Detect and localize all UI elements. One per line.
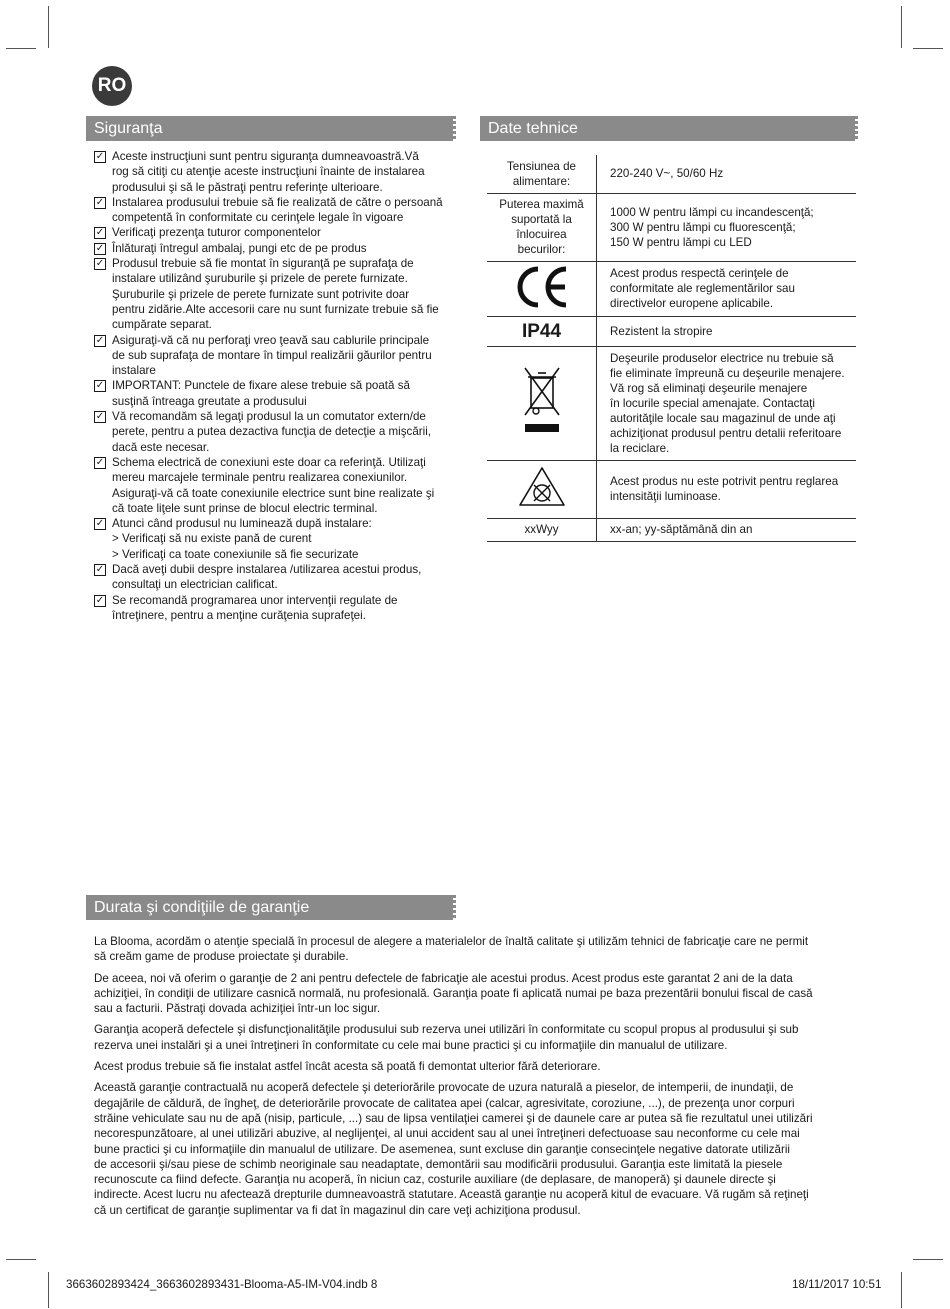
text-line: IP44 [521, 320, 562, 342]
checklist-item [94, 562, 466, 593]
text-line: alimentare: [512, 174, 571, 188]
text-line: Tensiunea de [507, 159, 576, 173]
language-badge: RO [92, 66, 132, 106]
checklist-item-text: susţină întreaga greutate a produsului [112, 394, 307, 408]
text-line: în locurile special amenajate. Contactaţi [610, 396, 815, 410]
text-line: Garanţia acoperă defectele şi disfuncţionalităţile produsului sub rezerva unei utilizări în conformitate cu scopul propus al produsului şi sub [94, 1023, 799, 1037]
tech-row [487, 261, 856, 316]
checklist-item-text: > Verificaţi ca toate conexiunile să fie securizate [112, 547, 359, 561]
technical-data-title: Date tehnice [480, 116, 856, 141]
text-line: conformitate ale reglementărilor sau [610, 282, 795, 295]
tech-row [487, 346, 856, 460]
not-dimmable-icon [517, 499, 567, 512]
tech-label [487, 518, 597, 541]
text-line: străine vehiculate sau nu de apă (nisip, particule, ...) sau de lipsa ventilaţiei camerei şi de daunele care ar putea să fie rezultatul unei utilizări [94, 1111, 813, 1125]
checklist-item-text: instalare utilizând şuruburile şi prizele de perete furnizate. [112, 272, 408, 286]
checklist-item-text: IMPORTANT: Punctele de fixare alese trebuie să poată să [112, 379, 410, 393]
checklist-item [94, 149, 466, 195]
checklist-item-text: Verificaţi prezenţa tuturor componentelor [112, 226, 321, 240]
checklist-item [94, 378, 466, 409]
text-line: să creăm game de produse proiectate şi durabile. [94, 950, 349, 964]
checkbox-checked-icon: ✓ [95, 380, 105, 392]
text-line: achiziţionat produsul pentru detalii referitoare [610, 426, 842, 440]
text-line: Deşeurile produselor electrice nu trebuie să [610, 351, 834, 365]
text-line: degajările de căldură, de îngheţ, de deteriorările provocate de calitatea apei (calcar, agresivitate, coroziune, ...), de prezenţa unor corpuri [94, 1096, 795, 1110]
text-line: xx-an; yy-săptămână din an [610, 523, 753, 536]
crop-mark [6, 1259, 36, 1260]
text-line: autorităţile locale sau magazinul de unde aţi [610, 411, 836, 425]
text-line: rezerva unei instalări şi a unei întreţineri în conformitate cu cele mai bune practici şi cu informaţiile din manualul de utilizare. [94, 1038, 728, 1052]
text-line: la reciclare. [610, 441, 670, 455]
checkbox-checked-icon: ✓ [95, 151, 105, 162]
warranty-paragraph [94, 934, 859, 965]
tech-label [487, 316, 597, 346]
tech-row [487, 193, 856, 261]
text-line: 300 W pentru lămpi cu fluorescenţă; [610, 220, 796, 234]
text-line: xxWyy [524, 523, 559, 536]
text-line: intensităţii luminoase. [610, 490, 721, 503]
crop-mark [48, 6, 49, 48]
checkbox-checked-icon: ✓ [95, 456, 105, 468]
checklist-item-text: Dacă aveţi dubii despre instalarea /utilizarea acestui produs, [112, 563, 422, 577]
checklist-item-text: perete, pentru a putea dezactiva funcţia de detecţie a mişcării, [112, 425, 432, 439]
warranty-paragraph [94, 1022, 859, 1053]
tech-value [597, 460, 857, 518]
crop-mark [901, 1272, 902, 1308]
footer-date-time: 18/11/2017 10:51 [792, 1278, 882, 1291]
checklist-item-text: Produsul trebuie să fie montat în siguranţă pe suprafaţa de [112, 257, 414, 271]
tech-value [597, 193, 857, 261]
checklist-item-text: Se recomandă programarea unor intervenţii regulate de [112, 593, 398, 607]
warranty-paragraph [94, 971, 859, 1017]
text-line: Acest produs trebuie să fie instalat astfel încât acesta să poată fi demontat ulterior fără deteriorare. [94, 1060, 601, 1074]
checklist-item [94, 225, 466, 240]
checklist-item-text: Înlăturaţi întregul ambalaj, pungi etc de pe produs [112, 241, 367, 255]
text-line: suportată la [511, 213, 572, 226]
text-line: achiziţiei, în condiţii de utilizare casnică normală, nu profesională. Garanţia poate fi aplicată numai pe baza prezentării bonului fiscal de casă [94, 986, 813, 1000]
warranty-paragraph [94, 1080, 859, 1218]
crop-mark [913, 1259, 943, 1260]
text-line: Acest produs nu este potrivit pentru reglarea [610, 475, 839, 488]
text-line: Rezistent la stropire [610, 324, 713, 338]
checkbox-checked-icon: ✓ [95, 196, 105, 208]
checkbox-checked-icon: ✓ [95, 594, 105, 606]
text-line: necorespunzătoare, al unei utilizări abuzive, al neglijenţei, al unui accident sau al unei întreţineri defectuoase sau neconforme cu cele mai [94, 1127, 800, 1141]
tech-row [487, 155, 856, 193]
text-line: recunoscute ca fiind defecte. Garanţia nu acoperă, în niciun caz, costurile auxiliare (de deplasare, de manoperă) şi daunele directe şi [94, 1173, 776, 1187]
checklist-item-text: că toate liţele sunt prinse de blocul electric terminal. [112, 501, 378, 515]
footer-file-name: 3663602893424_3663602893431-Blooma-A5-IM-V04.indb 8 [66, 1278, 378, 1291]
tech-row [487, 460, 856, 518]
text-line: 150 W pentru lămpi cu LED [610, 235, 752, 249]
checklist-item-text: Vă recomandăm să legaţi produsul la un comutator extern/de [112, 410, 426, 424]
text-line: 220-240 V~, 50/60 Hz [610, 167, 724, 181]
tech-label [487, 346, 597, 460]
tech-value [597, 261, 857, 316]
checklist-item-text: de sub suprafaţa de montare în timpul realizării găurilor pentru [112, 348, 432, 362]
warranty-text [94, 934, 859, 1224]
checklist-item-text: rog să citiţi cu atenţie aceste instrucţiuni înainte de instalarea [112, 165, 425, 179]
crop-mark [913, 48, 943, 49]
tech-value [597, 155, 857, 193]
checklist-item-text: Şuruburile şi prizele de perete furnizate sunt potrivite doar [112, 287, 410, 301]
checklist-item-text: Instalarea produsului trebuie să fie realizată de către o persoană [112, 195, 443, 209]
tech-label [487, 261, 597, 316]
tech-label [487, 155, 597, 193]
checklist-item-text: competentă în conformitate cu cerinţele legale în vigoare [112, 211, 404, 225]
checklist-item [94, 409, 466, 455]
text-line: 1000 W pentru lămpi cu incandescenţă; [610, 205, 814, 219]
checkbox-checked-icon: ✓ [95, 564, 105, 576]
ce-mark-icon [514, 299, 570, 312]
text-line: directivelor europene aplicabile. [610, 297, 774, 310]
checklist-item-text: > Verificaţi să nu existe pană de curent [112, 532, 312, 546]
checklist-item [94, 195, 466, 226]
text-line: indirecte. Acest lucru nu afectează drepturile dumneavoastră statutare. Această garanţie nu acoperă kitul de evacuare. Vă rugăm să reţineţi [94, 1188, 809, 1202]
tech-value [597, 316, 857, 346]
text-line: fie eliminate împreună cu deşeurile menajere. [610, 366, 845, 380]
crop-mark [6, 48, 36, 49]
checklist-item-text: Schema electrică de conexiuni este doar ca referinţă. Utilizaţi [112, 455, 426, 469]
checklist-item [94, 333, 466, 379]
checklist-item-text: Aceste instrucţiuni sunt pentru siguranţa dumneavoastră.Vă [112, 150, 419, 163]
checkbox-checked-icon: ✓ [95, 242, 105, 254]
checklist-item-text: Asiguraţi-vă că toate conexiunile electrice sunt bine realizate şi [112, 486, 435, 500]
checklist-item-text: instalare [112, 364, 156, 378]
checkbox-checked-icon: ✓ [95, 258, 105, 270]
checklist-item-text: Atunci când produsul nu luminează după instalare: [112, 517, 372, 531]
crop-mark [48, 1272, 49, 1308]
text-line: înlocuirea [516, 228, 567, 241]
checklist-item-text: cumpărate separat. [112, 318, 212, 332]
tech-label [487, 193, 597, 261]
checklist-item-text: întreţinere, pentru a menţine curăţenia suprafeţei. [112, 608, 366, 622]
text-line: bune practici şi cu informaţiile din manualul de utilizare. De asemenea, sunt excluse din garanţie consecinţele negative datorate utilizării [94, 1142, 791, 1156]
crop-mark [901, 6, 902, 48]
checkbox-checked-icon: ✓ [95, 411, 105, 423]
checklist-item-text: dacă este necesar. [112, 440, 210, 454]
text-line: sau a facturii. Păstraţi dovada achiziţiei într-un loc sigur. [94, 1002, 381, 1016]
text-line: Acest produs respectă cerinţele de [610, 267, 789, 280]
checkbox-checked-icon: ✓ [95, 227, 105, 239]
tech-value [597, 518, 857, 541]
text-line: de accesorii şi/sau piese de schimb neoriginale sau neadaptate, demontării sau modificării produsului. Garanţia este limitată la piesele [94, 1157, 783, 1171]
checklist-item [94, 516, 466, 562]
tech-row [487, 518, 856, 541]
safety-section-title: Siguranţa [86, 116, 454, 141]
warranty-section-title: Durata şi condiţiile de garanţie [86, 895, 454, 920]
checklist-item [94, 593, 466, 624]
checklist-item-text: consultaţi un electrician calificat. [112, 578, 278, 592]
checklist-item [94, 256, 466, 332]
technical-data-table [487, 155, 856, 542]
checkbox-checked-icon: ✓ [95, 334, 105, 346]
checklist-item-text: produsului şi să le păstraţi pentru referinţe ulterioare. [112, 180, 383, 194]
checkbox-checked-icon: ✓ [95, 518, 105, 530]
text-line: Vă rog să eliminaţi deşeurile menajere [610, 381, 808, 395]
text-line: că un certificat de garanţie suplimentar va fi dat în magazinul din care veţi achiziţiona produsul. [94, 1203, 581, 1217]
checklist-item-text: mereu marcajele terminale pentru realizarea conexiunilor. [112, 471, 408, 485]
checklist-item [94, 455, 466, 516]
checklist-item-text: Asiguraţi-vă că nu perforaţi vreo ţeavă sau cablurile principale [112, 333, 430, 347]
text-line: La Blooma, acordăm o atenţie specială în procesul de alegere a materialelor de înaltă calitate şi utilizăm tehnici de fabricaţie care ne permit [94, 935, 809, 948]
safety-checklist [94, 149, 466, 623]
text-line: Această garanţie contractuală nu acoperă defectele şi deteriorările provocate de uzura naturală a pieselor, de intemperii, de inundaţii, de [94, 1081, 794, 1095]
warranty-paragraph [94, 1059, 859, 1074]
text-line: becurilor: [517, 243, 566, 256]
checklist-item [94, 241, 466, 256]
tech-label [487, 460, 597, 518]
weee-crossed-bin-icon [522, 426, 562, 439]
tech-row [487, 316, 856, 346]
text-line: Puterea maximă [499, 198, 584, 211]
checklist-item-text: pentru zidărie.Alte accesorii care nu sunt furnizate trebuie să fie [112, 302, 439, 316]
text-line: De aceea, noi vă oferim o garanţie de 2 ani pentru defectele de fabricaţie ale acestui produs. Acest produs este garantat 2 ani de la data [94, 971, 793, 985]
tech-value [597, 346, 857, 460]
